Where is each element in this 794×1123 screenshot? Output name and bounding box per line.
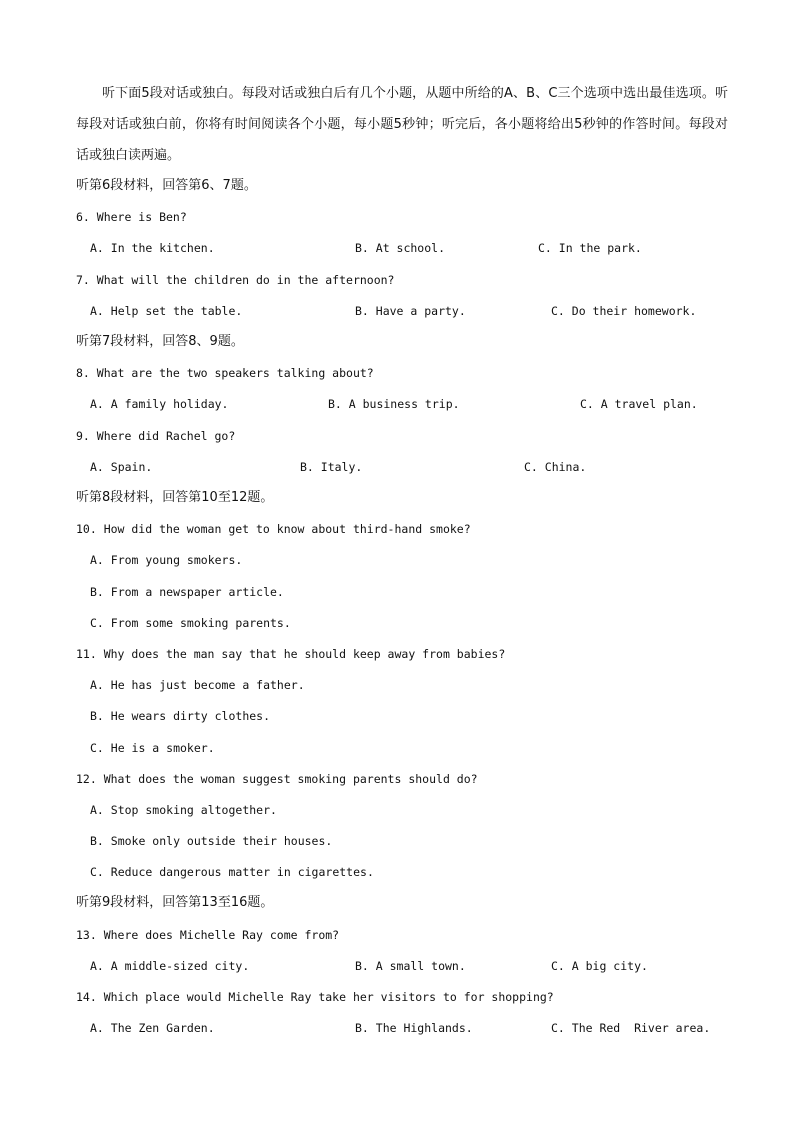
question-6: 6. Where is Ben? [76,210,187,224]
option-6c: C. In the park. [538,241,642,255]
option-11c: C. He is a smoker. [90,741,215,755]
question-13: 13. Where does Michelle Ray come from? [76,928,340,942]
option-6b: B. At school. [355,241,446,255]
option-7a: A. Help set the table. [90,304,243,318]
question-11: 11. Why does the man say that he should keep away from babies? [76,647,506,661]
option-8a: A. A family holiday. [90,397,229,411]
section-9-heading: 听第9段材料，回答第13至16题。 [76,895,274,910]
option-14a: A. The Zen Garden. [90,1021,215,1035]
option-9a: A. Spain. [90,460,153,474]
question-14: 14. Which place would Michelle Ray take her visitors to for shopping? [76,990,554,1004]
option-8c: C. A travel plan. [580,397,698,411]
option-10c: C. From some smoking parents. [90,616,291,630]
option-14c: C. The Red River area. [551,1021,711,1035]
option-10b: B. From a newspaper article. [90,585,284,599]
question-7: 7. What will the children do in the afternoon? [76,273,395,287]
option-10a: A. From young smokers. [90,553,243,567]
option-11a: A. He has just become a father. [90,678,305,692]
option-12a: A. Stop smoking altogether. [90,803,277,817]
option-9c: C. China. [524,460,587,474]
option-13a: A. A middle-sized city. [90,959,250,973]
section-7-heading: 听第7段材料，回答8、9题。 [76,334,244,349]
listening-instructions: 听下面5段对话或独白。每段对话或独白后有几个小题，从题中所给的A、B、C三个选项中选出最佳选项。听每段对话或独白前，你将有时间阅读各个小题，每小题5秒钟；听完后，各小题将给出5秒钟的作答时间。每段对话或独白读两遍。 [76,86,728,163]
section-6-heading: 听第6段材料，回答第6、7题。 [76,178,257,193]
option-8b: B. A business trip. [328,397,460,411]
question-10: 10. How did the woman get to know about third-hand smoke? [76,522,471,536]
option-7b: B. Have a party. [355,304,466,318]
option-14b: B. The Highlands. [355,1021,473,1035]
option-7c: C. Do their homework. [551,304,697,318]
option-9b: B. Italy. [300,460,363,474]
question-12: 12. What does the woman suggest smoking parents should do? [76,772,478,786]
option-12b: B. Smoke only outside their houses. [90,834,333,848]
question-8: 8. What are the two speakers talking about? [76,366,374,380]
question-9: 9. Where did Rachel go? [76,429,236,443]
option-11b: B. He wears dirty clothes. [90,709,271,723]
section-8-heading: 听第8段材料，回答第10至12题。 [76,490,274,505]
option-13b: B. A small town. [355,959,466,973]
option-13c: C. A big city. [551,959,648,973]
option-6a: A. In the kitchen. [90,241,215,255]
option-12c: C. Reduce dangerous matter in cigarettes. [90,865,374,879]
